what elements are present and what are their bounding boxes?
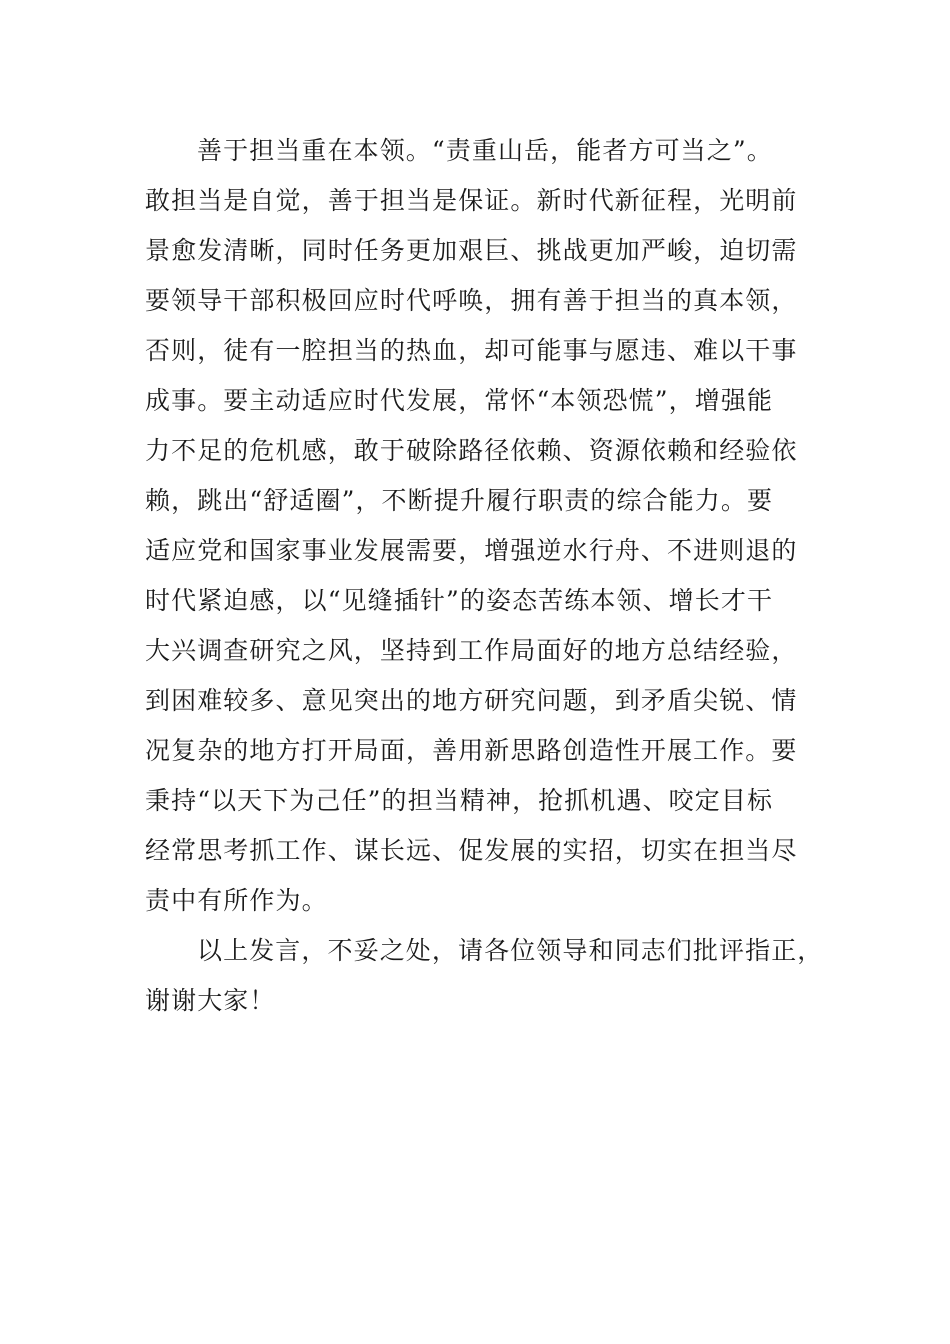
text-line: 况复杂的地方打开局面，善用新思路创造性开展工作。要	[145, 736, 798, 765]
text-line: 时代紧迫感，以“见缝插针”的姿态苦练本领、增长才干	[145, 586, 774, 615]
text-line: 到困难较多、意见突出的地方研究问题，到矛盾尖锐、情	[145, 686, 798, 715]
text-line: 赖，跳出“舒适圈”，不断提升履行职责的综合能力。要	[145, 486, 774, 515]
text-line: 景愈发清晰，同时任务更加艰巨、挑战更加严峻，迫切需	[145, 236, 798, 265]
text-line: 成事。要主动适应时代发展，常怀“本领恐慌”，增强能	[145, 386, 774, 415]
text-line: 敢担当是自觉，善于担当是保证。新时代新征程，光明前	[145, 186, 798, 215]
text-line: 要领导干部积极回应时代呼唤，拥有善于担当的真本领，	[145, 286, 798, 315]
text-line: 责中有所作为。	[145, 886, 328, 915]
text-line: 适应党和国家事业发展需要，增强逆水行舟、不进则退的	[145, 536, 798, 565]
text-line: 否则，徒有一腔担当的热血，却可能事与愿违、难以干事	[145, 336, 798, 365]
text-line: 大兴调查研究之风，坚持到工作局面好的地方总结经验，	[145, 636, 798, 665]
text-line: 以上发言，不妥之处，请各位领导和同志们批评指正，	[197, 936, 824, 965]
paragraph-2	[145, 926, 845, 1026]
paragraph-1	[145, 126, 845, 926]
text-line: 谢谢大家！	[145, 986, 276, 1015]
document-body	[145, 126, 845, 1026]
text-line: 善于担当重在本领。“责重山岳，能者方可当之”。	[197, 136, 773, 165]
text-line: 经常思考抓工作、谋长远、促发展的实招，切实在担当尽	[145, 836, 798, 865]
text-line: 秉持“以天下为己任”的担当精神，抢抓机遇、咬定目标	[145, 786, 774, 815]
text-line: 力不足的危机感，敢于破除路径依赖、资源依赖和经验依	[145, 436, 798, 465]
